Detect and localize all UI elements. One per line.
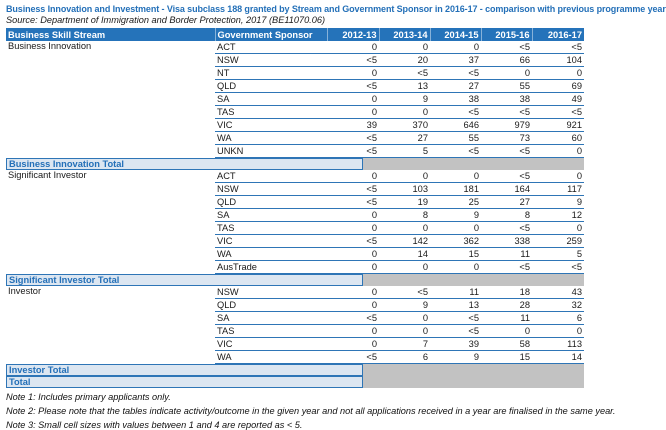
value-cell: 0 [430, 170, 481, 183]
value-cell: 39 [327, 119, 379, 132]
value-cell: 338 [481, 235, 532, 248]
sponsor-label: SA [215, 312, 327, 325]
sponsor-label: VIC [215, 338, 327, 351]
value-cell: 259 [532, 235, 584, 248]
value-cell: 0 [327, 93, 379, 106]
value-cell: 9 [430, 209, 481, 222]
value-cell: <5 [379, 286, 430, 299]
value-cell: 979 [481, 119, 532, 132]
value-cell: <5 [327, 351, 379, 364]
value-cell: 104 [532, 54, 584, 67]
value-cell: 0 [327, 222, 379, 235]
value-cell: 27 [481, 196, 532, 209]
value-cell: <5 [430, 325, 481, 338]
value-cell: <5 [481, 145, 532, 158]
value-cell: 362 [430, 235, 481, 248]
value-cell: 0 [379, 312, 430, 325]
sponsor-label: ACT [215, 41, 327, 54]
value-cell: 0 [532, 222, 584, 235]
value-cell: <5 [327, 145, 379, 158]
table-body [6, 41, 584, 388]
value-cell: <5 [481, 222, 532, 235]
col-header-sponsor: Government Sponsor [215, 28, 327, 41]
value-cell: <5 [327, 54, 379, 67]
value-cell: 8 [481, 209, 532, 222]
value-cell: 0 [379, 261, 430, 274]
grand-total-cell [6, 376, 584, 388]
table-row [6, 286, 584, 299]
value-cell: 60 [532, 132, 584, 145]
value-cell: 9 [379, 299, 430, 312]
value-cell: <5 [327, 132, 379, 145]
value-cell: 0 [327, 286, 379, 299]
value-cell: 181 [430, 183, 481, 196]
value-cell: 9 [430, 351, 481, 364]
value-cell: 117 [532, 183, 584, 196]
sponsor-label: WA [215, 132, 327, 145]
sponsor-label: WA [215, 351, 327, 364]
group-total-cell [6, 364, 584, 377]
value-cell: 164 [481, 183, 532, 196]
value-cell: 69 [532, 80, 584, 93]
value-cell: 0 [327, 41, 379, 54]
col-header-stream: Business Skill Stream [6, 28, 215, 41]
value-cell: <5 [430, 106, 481, 119]
value-cell: 11 [481, 248, 532, 261]
value-cell: 0 [481, 325, 532, 338]
sponsor-label: QLD [215, 299, 327, 312]
col-header-year-5: 2016-17 [532, 28, 584, 41]
col-header-year-4: 2015-16 [481, 28, 532, 41]
value-cell: 18 [481, 286, 532, 299]
value-cell: 43 [532, 286, 584, 299]
value-cell: <5 [327, 183, 379, 196]
value-cell: 11 [481, 312, 532, 325]
value-cell: <5 [481, 106, 532, 119]
sponsor-label: UNKN [215, 145, 327, 158]
stream-label: Investor [8, 286, 42, 296]
value-cell: 55 [481, 80, 532, 93]
value-cell: 0 [532, 145, 584, 158]
group-total-cell [6, 158, 584, 171]
value-cell: 27 [379, 132, 430, 145]
value-cell: <5 [532, 41, 584, 54]
value-cell: 0 [481, 67, 532, 80]
value-cell: 0 [327, 67, 379, 80]
table-row [6, 170, 584, 183]
value-cell: 0 [379, 170, 430, 183]
value-cell: 14 [532, 351, 584, 364]
value-cell: 13 [379, 80, 430, 93]
value-cell: 370 [379, 119, 430, 132]
sponsor-label: ACT [215, 170, 327, 183]
value-cell: 14 [379, 248, 430, 261]
sponsor-label: SA [215, 93, 327, 106]
note-3: Note 3: Small cell sizes with values between 1 and 4 are reported as < 5. [6, 420, 303, 430]
sponsor-label: TAS [215, 325, 327, 338]
value-cell: 0 [379, 41, 430, 54]
value-cell: 15 [481, 351, 532, 364]
group-total-row [6, 158, 584, 171]
group-total-row [6, 364, 584, 377]
page-title: Business Innovation and Investment - Visa subclass 188 granted by Stream and Government Sponsor in 2016-17 - comparison with previous programme year [6, 4, 666, 14]
group-total-cell [6, 274, 584, 287]
value-cell: <5 [430, 67, 481, 80]
value-cell: 11 [430, 286, 481, 299]
value-cell: 0 [327, 325, 379, 338]
value-cell: 142 [379, 235, 430, 248]
value-cell: 0 [327, 338, 379, 351]
value-cell: 32 [532, 299, 584, 312]
sponsor-label: NSW [215, 54, 327, 67]
value-cell: 0 [430, 261, 481, 274]
value-cell: 0 [532, 67, 584, 80]
value-cell: 49 [532, 93, 584, 106]
value-cell: <5 [481, 170, 532, 183]
data-table [6, 28, 584, 388]
value-cell: 0 [532, 170, 584, 183]
value-cell: 73 [481, 132, 532, 145]
value-cell: 27 [430, 80, 481, 93]
report-page [0, 4, 666, 430]
value-cell: 6 [379, 351, 430, 364]
value-cell: 0 [327, 170, 379, 183]
value-cell: 19 [379, 196, 430, 209]
grand-total-label: Total [6, 376, 363, 388]
value-cell: <5 [481, 261, 532, 274]
value-cell: 20 [379, 54, 430, 67]
sponsor-label: QLD [215, 196, 327, 209]
source-line: Source: Department of Immigration and Border Protection, 2017 (BE11070.06) [6, 15, 326, 25]
value-cell: <5 [327, 196, 379, 209]
note-1: Note 1: Includes primary applicants only. [6, 392, 171, 402]
value-cell: 0 [379, 325, 430, 338]
value-cell: 38 [481, 93, 532, 106]
group-total-label: Investor Total [6, 364, 363, 376]
value-cell: 921 [532, 119, 584, 132]
value-cell: 55 [430, 132, 481, 145]
value-cell: 0 [532, 325, 584, 338]
value-cell: 5 [532, 248, 584, 261]
value-cell: 13 [430, 299, 481, 312]
value-cell: 0 [430, 41, 481, 54]
sponsor-label: TAS [215, 222, 327, 235]
stream-label: Business Innovation [8, 41, 92, 51]
sponsor-label: NT [215, 67, 327, 80]
value-cell: <5 [532, 106, 584, 119]
group-total-label: Business Innovation Total [6, 158, 363, 170]
value-cell: 0 [327, 261, 379, 274]
value-cell: <5 [327, 80, 379, 93]
col-header-year-2: 2013-14 [379, 28, 430, 41]
value-cell: 38 [430, 93, 481, 106]
stream-label: Significant Investor [8, 170, 87, 180]
table-row [6, 41, 584, 54]
sponsor-label: WA [215, 248, 327, 261]
value-cell: 0 [430, 222, 481, 235]
value-cell: <5 [379, 67, 430, 80]
value-cell: <5 [430, 145, 481, 158]
value-cell: 9 [532, 196, 584, 209]
group-total-label: Significant Investor Total [6, 274, 363, 286]
value-cell: 25 [430, 196, 481, 209]
sponsor-label: NSW [215, 286, 327, 299]
note-2: Note 2: Please note that the tables indicate activity/outcome in the given year and not all applications received in a year are finalised in the same year. [6, 406, 616, 416]
value-cell: 0 [327, 209, 379, 222]
col-header-year-3: 2014-15 [430, 28, 481, 41]
sponsor-label: VIC [215, 119, 327, 132]
value-cell: 39 [430, 338, 481, 351]
value-cell: 0 [327, 106, 379, 119]
value-cell: 9 [379, 93, 430, 106]
value-cell: 7 [379, 338, 430, 351]
value-cell: 58 [481, 338, 532, 351]
value-cell: 113 [532, 338, 584, 351]
value-cell: 0 [327, 299, 379, 312]
value-cell: 0 [327, 248, 379, 261]
sponsor-label: TAS [215, 106, 327, 119]
value-cell: <5 [532, 261, 584, 274]
grand-total-row [6, 376, 584, 388]
value-cell: 6 [532, 312, 584, 325]
header-row [6, 28, 584, 41]
value-cell: <5 [327, 312, 379, 325]
group-total-row [6, 274, 584, 287]
value-cell: <5 [481, 41, 532, 54]
value-cell: 12 [532, 209, 584, 222]
value-cell: <5 [327, 235, 379, 248]
value-cell: <5 [430, 312, 481, 325]
value-cell: 646 [430, 119, 481, 132]
value-cell: 0 [379, 222, 430, 235]
sponsor-label: NSW [215, 183, 327, 196]
value-cell: 8 [379, 209, 430, 222]
notes-block [6, 392, 640, 430]
sponsor-label: QLD [215, 80, 327, 93]
sponsor-label: AusTrade [215, 261, 327, 274]
col-header-year-1: 2012-13 [327, 28, 379, 41]
value-cell: 37 [430, 54, 481, 67]
value-cell: 66 [481, 54, 532, 67]
value-cell: 15 [430, 248, 481, 261]
value-cell: 5 [379, 145, 430, 158]
value-cell: 0 [379, 106, 430, 119]
value-cell: 103 [379, 183, 430, 196]
value-cell: 28 [481, 299, 532, 312]
sponsor-label: SA [215, 209, 327, 222]
sponsor-label: VIC [215, 235, 327, 248]
